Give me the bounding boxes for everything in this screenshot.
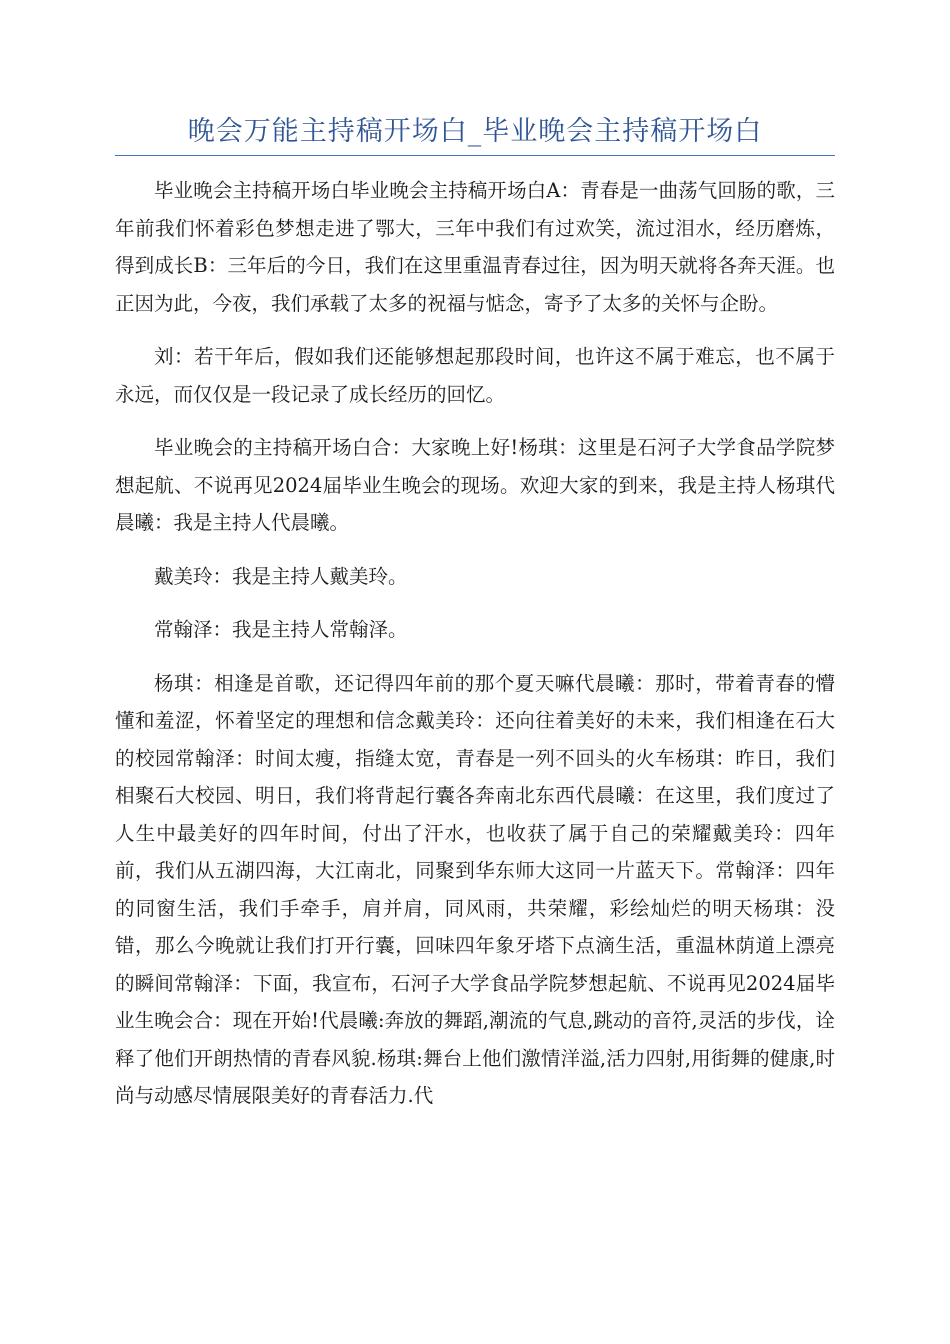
- paragraph-chang-hanze: 常翰泽：我是主持人常翰泽。: [154, 618, 408, 641]
- document-body: [115, 172, 835, 1131]
- paragraph-dialogue: 杨琪：相逢是首歌，还记得四年前的那个夏天嘛代晨曦：那时，带着青春的懵懂和羞涩，怀着坚定的理想和信念戴美玲：还向往着美好的未来，我们相逢在石大的校园常翰泽：时间太瘦，指缝太宽，青春是一列不回头的火车杨琪：昨日，我们相聚石大校园、明日，我们将背起行囊各奔南北东西代晨曦：在这里，我们度过了人生中最美好的四年时间，付出了汗水，也收获了属于自己的荣耀戴美玲：四年前，我们从五湖四海，大江南北，同聚到华东师大这同一片蓝天下。常翰泽：四年的同窗生活，我们手牵手，肩并肩，同风雨，共荣耀，彩绘灿烂的明天杨琪：没错，那么今晚就让我们打开行囊，回味四年象牙塔下点滴生活，重温林荫道上漂亮的瞬间常翰泽：下面，我宣布，石河子大学食品学院梦想起航、不说再见2024届毕业生晚会合：现在开始!代晨曦:奔放的舞蹈,潮流的气息,跳动的音符,灵活的步伐，诠释了他们开朗热情的青春风貌.杨琪:舞台上他们激情洋溢,活力四射,用街舞的健康,时尚与动感尽情展限美好的青春活力.代: [115, 671, 835, 1107]
- paragraph-opening: 毕业晚会主持稿开场白毕业晚会主持稿开场白A：青春是一曲荡气回肠的歌，三年前我们怀着彩色梦想走进了鄂大，三年中我们有过欢笑，流过泪水，经历磨炼，得到成长B：三年后的今日，我们在这里重温青春过往，因为明天就将各奔天涯。也正因为此，今夜，我们承载了太多的祝福与惦念，寄予了太多的关怀与企盼。: [115, 179, 835, 315]
- document-title: 晚会万能主持稿开场白_毕业晚会主持稿开场白: [187, 116, 763, 147]
- paragraph-welcome: 毕业晚会的主持稿开场白合：大家晚上好!杨琪：这里是石河子大学食品学院梦想起航、不说再见2024届毕业生晚会的现场。欢迎大家的到来，我是主持人杨琪代晨曦：我是主持人代晨曦。: [115, 436, 835, 534]
- title-underline: [115, 155, 835, 156]
- paragraph-dai-meiling: 戴美玲：我是主持人戴美玲。: [154, 564, 408, 588]
- paragraph-liu: 刘：若干年后，假如我们还能够想起那段时间，也许这不属于难忘，也不属于永远，而仅仅是一段记录了成长经历的回忆。: [115, 345, 835, 406]
